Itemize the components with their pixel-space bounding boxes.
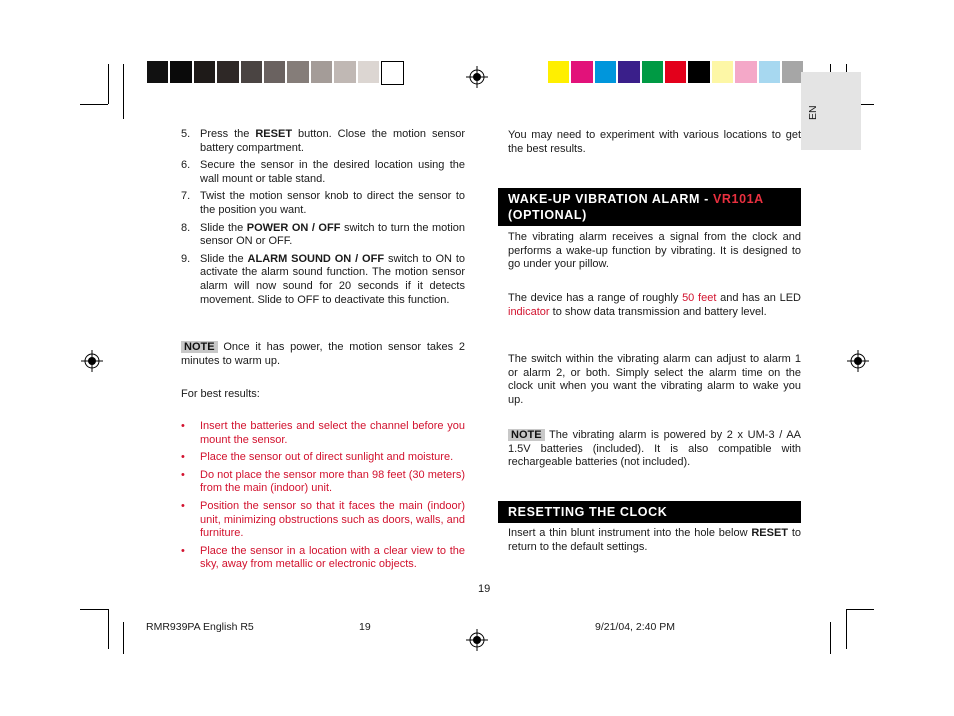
paragraph-range: The device has a range of roughly 50 feet and has an LED indicator to show data transmission and battery level. (508, 292, 801, 318)
step-number: 6. (181, 159, 191, 172)
step-number: 7. (181, 190, 191, 203)
footer-file-name: RMR939PA English R5 (146, 621, 254, 633)
step-number: 9. (181, 252, 191, 265)
language-tab (801, 72, 861, 150)
section-header-resetting: RESETTING THE CLOCK (498, 501, 801, 523)
tip-text: Place the sensor in a location with a clear view to the sky, away from metallic or electronic objects. (200, 544, 465, 571)
tips-list (181, 420, 465, 576)
range-value: 50 feet (682, 292, 717, 304)
registration-mark-icon (847, 350, 869, 372)
color-swatch (665, 61, 686, 83)
intro-paragraph: You may need to experiment with various locations to get the best results. (508, 129, 801, 155)
step-text: POWER ON / OFF (246, 221, 341, 234)
color-swatch (287, 61, 308, 83)
indicator-term: indicator (508, 305, 550, 318)
bullet-icon: • (181, 451, 185, 464)
bullet-icon: • (181, 499, 185, 512)
step-item (181, 128, 465, 155)
color-swatch (334, 61, 355, 83)
tip-item (181, 420, 465, 447)
note-text: The vibrating alarm is powered by 2 x UM-3 / AA 1.5V batteries (included). It is also compatible with rechargeable batteries (not included). (508, 429, 801, 469)
best-results-heading: For best results: (181, 388, 260, 400)
step-number: 8. (181, 221, 191, 234)
step-item (181, 159, 465, 186)
tip-text: Position the sensor so that it faces the main (indoor) unit, minimizing obstructions such as doors, walls, and furniture. (200, 499, 465, 540)
color-swatch (712, 61, 733, 83)
header-text: WAKE-UP VIBRATION ALARM - (508, 192, 713, 206)
note-label: NOTE (508, 429, 545, 441)
note-text: Once it has power, the motion sensor takes 2 minutes to warm up. (181, 341, 465, 367)
header-optional: (OPTIONAL) (508, 208, 587, 222)
footer-date: 9/21/04, 2:40 PM (595, 621, 675, 633)
color-swatch (358, 61, 379, 83)
tip-item (181, 469, 465, 496)
color-swatch (571, 61, 592, 83)
step-text: button. Close the motion sensor battery compartment. (200, 128, 465, 154)
step-text: switch to ON to activate the alarm sound function. The motion sensor alarm will now sound for 20 seconds if it detects movement. Slide to OFF to deactivate this function. (200, 252, 466, 306)
color-swatch (618, 61, 639, 83)
step-text: Twist the motion sensor knob to direct the sensor to the position you want. (200, 190, 465, 216)
color-swatch (217, 61, 238, 83)
registration-mark-icon (466, 66, 488, 88)
paragraph-switch: The switch within the vibrating alarm can adjust to alarm 1 or alarm 2, or both. Simply select the alarm time on the clock unit when you want the vibrating alarm to wake you up. (508, 353, 801, 406)
left-column (181, 128, 466, 571)
step-text: Secure the sensor in the desired location using the wall mount or table stand. (200, 159, 465, 185)
color-swatch (147, 61, 168, 83)
step-text: Press the (200, 128, 256, 140)
language-tab-label: EN (807, 105, 819, 120)
tip-item (181, 451, 465, 465)
registration-mark-icon (466, 629, 488, 651)
step-text: switch to turn the motion sensor ON or OFF. (200, 221, 465, 248)
color-swatch (642, 61, 663, 83)
bullet-icon: • (181, 420, 185, 432)
color-swatch (241, 61, 262, 83)
section-header-vibration-alarm (498, 188, 801, 226)
paragraph-reset: Insert a thin blunt instrument into the hole below RESET to return to the default settings. (508, 527, 802, 553)
footer-page: 19 (359, 621, 371, 633)
color-swatch (759, 61, 780, 83)
note-label: NOTE (181, 341, 218, 353)
color-swatch (735, 61, 756, 83)
note-warmup (181, 341, 465, 368)
step-text: Slide the (200, 221, 247, 234)
paragraph-vibration-intro: The vibrating alarm receives a signal from the clock and performs a wake-up function by vibrating. It is designed to go under your pillow. (508, 231, 801, 271)
tip-item (181, 545, 465, 572)
color-swatch (170, 61, 191, 83)
color-swatch (595, 61, 616, 83)
instruction-steps (181, 128, 465, 307)
step-text: Slide the (200, 252, 248, 265)
bullet-icon: • (181, 468, 185, 481)
tip-text: Do not place the sensor more than 98 feet (30 meters) from the main (indoor) unit. (200, 468, 465, 495)
color-swatch (264, 61, 285, 83)
step-item (181, 253, 465, 307)
step-item (181, 190, 465, 217)
color-swatch (381, 61, 404, 85)
registration-mark-icon (81, 350, 103, 372)
step-item (181, 222, 465, 249)
step-text: RESET (255, 128, 293, 140)
note-batteries (508, 429, 801, 470)
step-text: ALARM SOUND ON / OFF (247, 252, 385, 265)
page-number: 19 (478, 583, 491, 595)
color-swatch (311, 61, 332, 83)
tip-text: Place the sensor out of direct sunlight and moisture. (200, 451, 454, 464)
model-number: VR101A (712, 192, 764, 206)
step-number: 5. (181, 128, 191, 140)
tip-text: Insert the batteries and select the channel before you mount the sensor. (200, 420, 465, 446)
color-swatch (688, 61, 709, 83)
right-column (498, 128, 802, 553)
tip-item (181, 500, 465, 541)
bullet-icon: • (181, 544, 185, 557)
color-swatch (548, 61, 569, 83)
reset-label: RESET (751, 527, 789, 539)
color-swatch (194, 61, 215, 83)
